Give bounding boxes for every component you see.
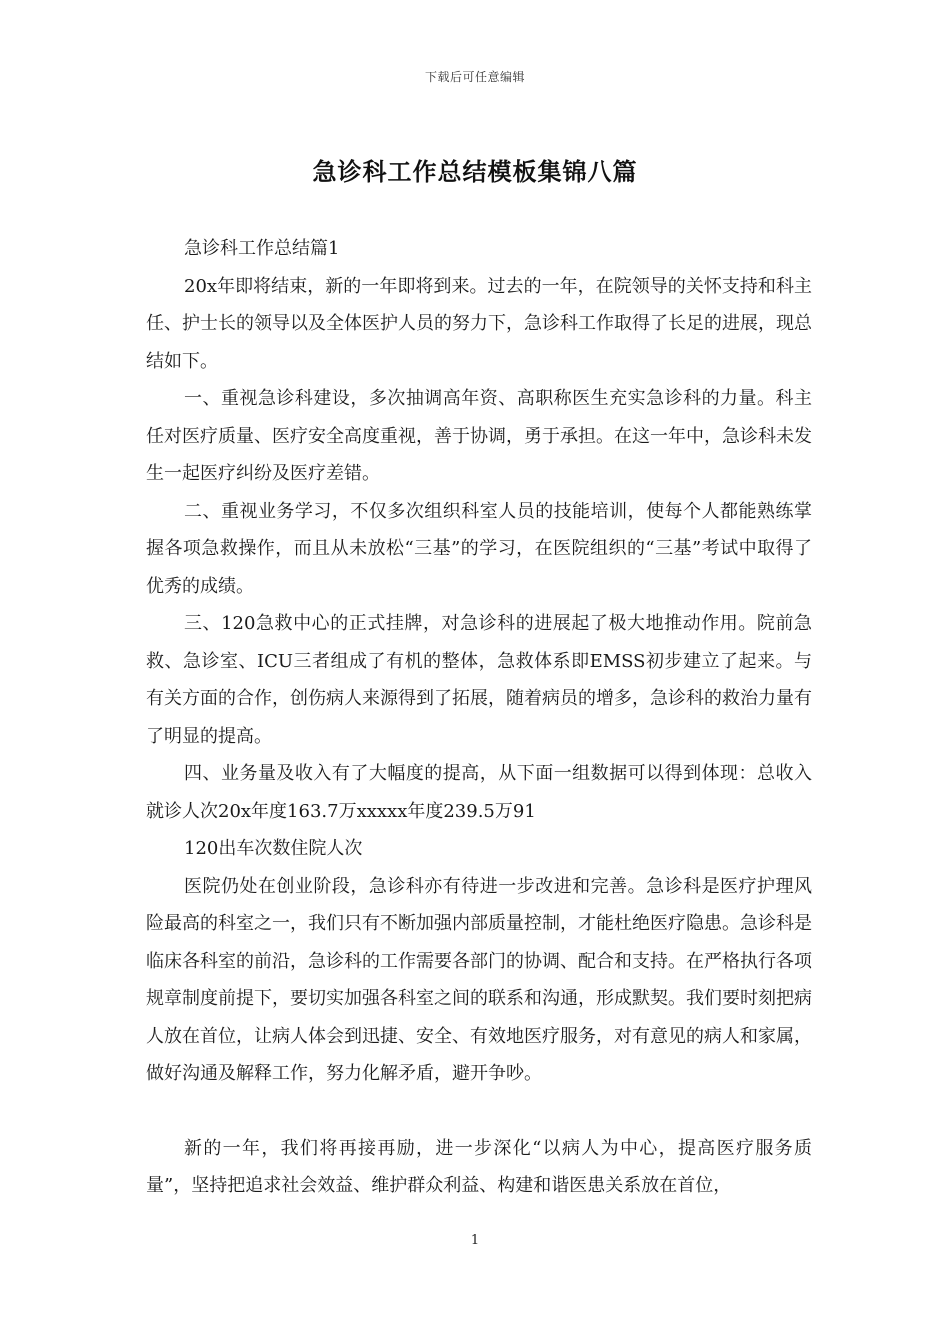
document-title: 急诊科工作总结模板集锦八篇 (312, 158, 638, 186)
body-paragraph: 新的一年，我们将再接再励，进一步深化“以病人为中心，提高医疗服务质量”，坚持把追求社会效益、维护群众利益、构建和谐医患关系放在首位， (146, 1137, 812, 1196)
body-paragraph: 四、业务量及收入有了大幅度的提高，从下面一组数据可以得到体现：总收入就诊人次20x年度163.7万xxxxx年度239.5万91 (146, 763, 812, 822)
body-paragraph: 120出车次数住院人次 (184, 838, 363, 859)
body-paragraph: 三、120急救中心的正式挂牌，对急诊科的进展起了极大地推动作用。院前急救、急诊室、ICU三者组成了有机的整体，急救体系即EMSS初步建立了起来。与有关方面的合作，创伤病人来源得到了拓展，随着病员的增多，急诊科的救治力量有了明显的提高。 (146, 613, 812, 747)
body-paragraph: 20x年即将结束，新的一年即将到来。过去的一年，在院领导的关怀支持和科主任、护士长的领导以及全体医护人员的努力下，急诊科工作取得了长足的进展，现总结如下。 (146, 275, 812, 372)
document-body (146, 230, 812, 1205)
header-note: 下载后可任意编辑 (424, 70, 525, 84)
body-paragraph: 医院仍处在创业阶段，急诊科亦有待进一步改进和完善。急诊科是医疗护理风险最高的科室之一，我们只有不断加强内部质量控制，才能杜绝医疗隐患。急诊科是临床各科室的前沿，急诊科的工作需要各部门的协调、配合和支持。在严格执行各项规章制度前提下，要切实加强各科室之间的联系和沟通，形成默契。我们要时刻把病人放在首位，让病人体会到迅捷、安全、有效地医疗服务，对有意见的病人和家属，做好沟通及解释工作，努力化解矛盾，避开争吵。 (146, 875, 812, 1084)
body-paragraph: 一、重视急诊科建设，多次抽调高年资、高职称医生充实急诊科的力量。科主任对医疗质量、医疗安全高度重视，善于协调，勇于承担。在这一年中，急诊科未发生一起医疗纠纷及医疗差错。 (146, 388, 812, 484)
body-paragraph: 二、重视业务学习，不仅多次组织科室人员的技能培训，使每个人都能熟练掌握各项急救操作，而且从未放松“三基”的学习，在医院组织的“三基”考试中取得了优秀的成绩。 (146, 500, 812, 597)
page-number: 1 (470, 1233, 480, 1248)
section-heading: 急诊科工作总结篇1 (184, 238, 340, 259)
